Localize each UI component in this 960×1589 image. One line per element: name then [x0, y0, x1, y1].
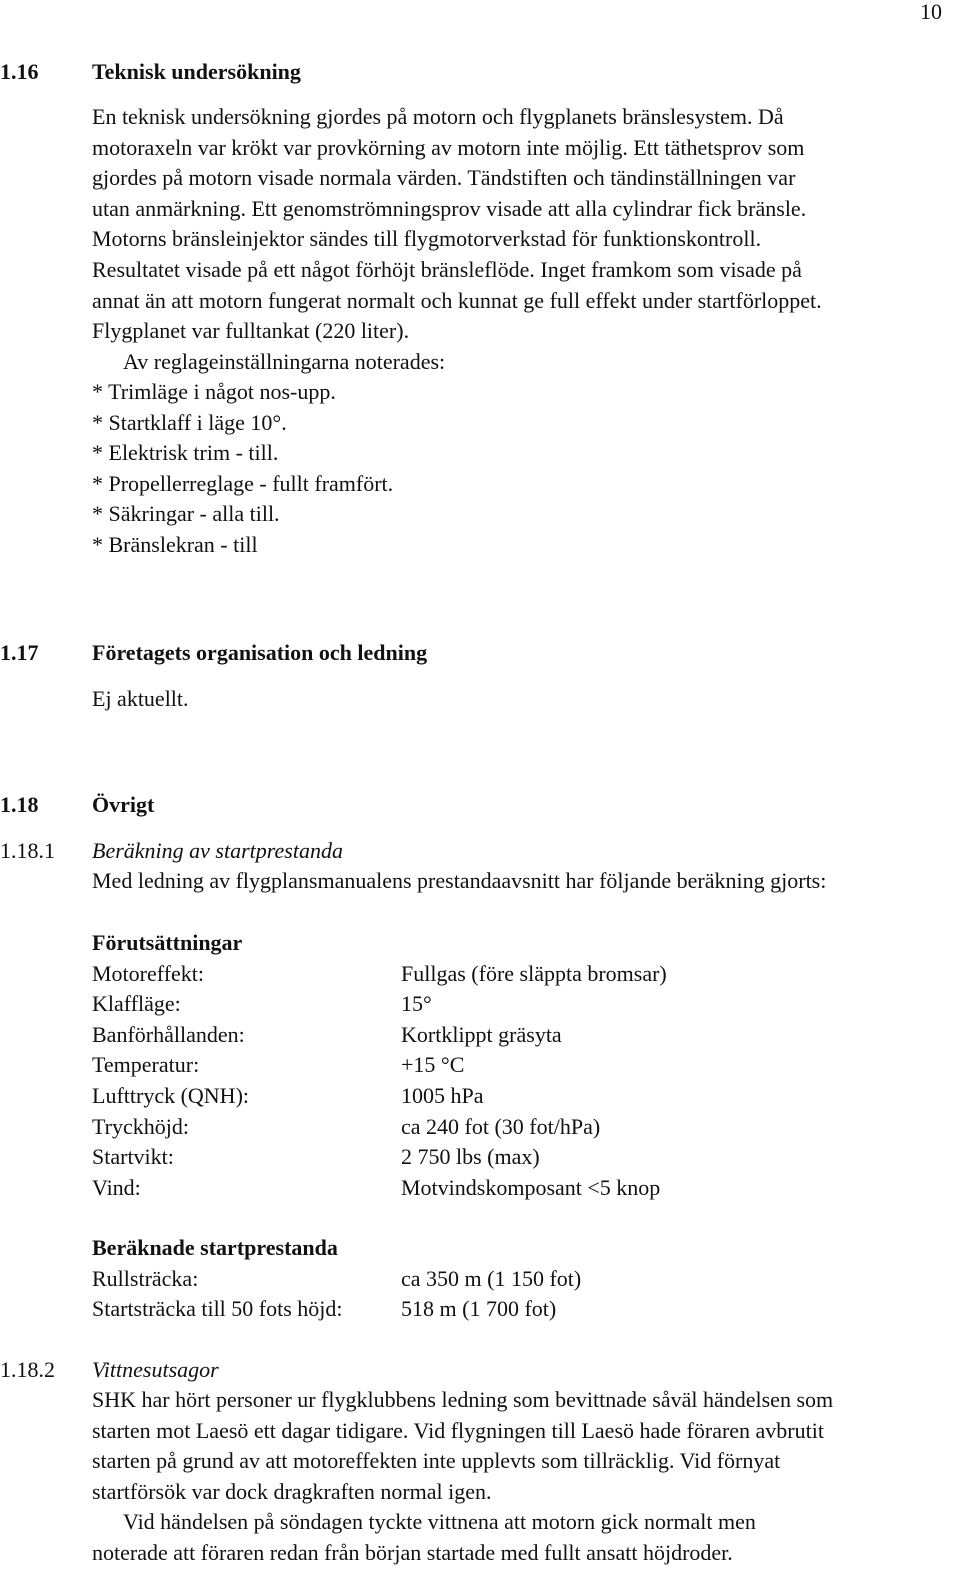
section-title-1-18-2: Vittnesutsagor: [92, 1357, 219, 1382]
section-number-1-18: 1.18: [0, 792, 39, 817]
row-value: 2 750 lbs (max): [401, 1144, 540, 1170]
row-value: Fullgas (före släppta bromsar): [401, 960, 667, 986]
row-label: Lufttryck (QNH):: [92, 1082, 250, 1108]
body-line: Resultatet visade på ett något förhöjt bränsleflöde. Inget framkom som visade på: [92, 256, 802, 282]
body-line: starten mot Laesö ett dagar tidigare. Vid flygningen till Laesö hade föraren avbrutit: [92, 1417, 824, 1443]
row-label: Vind:: [92, 1174, 141, 1200]
list-item: * Elektrisk trim - till.: [92, 440, 279, 466]
list-item: * Propellerreglage - fullt framfört.: [92, 470, 394, 496]
list-item: * Startklaff i läge 10°.: [92, 409, 287, 435]
row-label: Motoreffekt:: [92, 960, 205, 986]
body-line: startförsök var dock dragkraften normal igen.: [92, 1478, 492, 1504]
row-value: Motvindskomposant <5 knop: [401, 1174, 661, 1200]
table-row: [92, 1020, 952, 1051]
row-value: 15°: [401, 991, 432, 1017]
table-row: [92, 959, 952, 990]
body-line: Motorns bränsleinjektor sändes till flygmotorverkstad för funktionskontroll.: [92, 226, 762, 252]
section-1-18-2-body: [92, 1385, 952, 1569]
row-value: 518 m (1 700 fot): [401, 1296, 557, 1322]
list-item: * Trimläge i något nos-upp.: [92, 379, 336, 404]
table-row: [92, 1173, 952, 1204]
row-value: 1005 hPa: [401, 1082, 484, 1108]
section-number-1-16: 1.16: [0, 59, 39, 84]
results-table: [92, 1233, 952, 1325]
section-1-16-body: [92, 102, 952, 377]
row-value: ca 240 fot (30 fot/hPa): [401, 1113, 601, 1139]
row-label: Startsträcka till 50 fots höjd:: [92, 1296, 343, 1322]
row-value: Kortklippt gräsyta: [401, 1021, 562, 1047]
section-title-1-16: Teknisk undersökning: [92, 59, 301, 84]
page-number: 10: [920, 0, 942, 24]
row-value: +15 °C: [401, 1052, 465, 1078]
controls-intro: Av reglageinställningarna noterades:: [123, 348, 446, 374]
list-item: * Bränslekran - till: [92, 531, 258, 557]
controls-list: [92, 377, 393, 561]
section-number-1-17: 1.17: [0, 640, 39, 665]
body-line: motoraxeln var krökt var provkörning av motorn inte möjlig. Ett täthetsprov som: [92, 134, 805, 160]
table-row: [92, 1050, 952, 1081]
body-line: gjordes på motorn visade normala värden. Tändstiften och tändinställningen var: [92, 165, 796, 191]
table-row: [92, 1142, 952, 1173]
body-line: SHK har hört personer ur flygklubbens ledning som bevittnade såväl händelsen som: [92, 1387, 834, 1412]
section-title-1-18-1: Beräkning av startprestanda: [92, 838, 343, 863]
row-value: ca 350 m (1 150 fot): [401, 1265, 582, 1291]
body-line: En teknisk undersökning gjordes på motorn och flygplanets bränslesystem. Då: [92, 104, 784, 129]
calculation-intro: Med ledning av flygplansmanualens prestandaavsnitt har följande beräkning gjorts:: [92, 868, 827, 893]
row-label: Tryckhöjd:: [92, 1113, 189, 1139]
table-row: [92, 1081, 952, 1112]
row-label: Startvikt:: [92, 1144, 174, 1170]
row-label: Temperatur:: [92, 1052, 200, 1078]
body-line: Vid händelsen på söndagen tyckte vittnena att motorn gick normalt men: [123, 1509, 756, 1535]
results-heading: Beräknade startprestanda: [92, 1235, 338, 1260]
table-row: [92, 1264, 952, 1295]
body-line: annat än att motorn fungerat normalt och kunnat ge full effekt under startförloppet.: [92, 287, 822, 313]
body-line: noterade att föraren redan från början startade med fullt ansatt höjdroder.: [92, 1539, 733, 1565]
section-title-1-18: Övrigt: [92, 792, 155, 817]
table-row: [92, 1294, 952, 1325]
section-number-1-18-1: 1.18.1: [0, 838, 55, 863]
table-row: [92, 989, 952, 1020]
body-line: Flygplanet var fulltankat (220 liter).: [92, 318, 410, 344]
row-label: Rullsträcka:: [92, 1265, 199, 1291]
list-item: * Säkringar - alla till.: [92, 501, 280, 527]
row-label: Banförhållanden:: [92, 1021, 245, 1047]
body-line: utan anmärkning. Ett genomströmningsprov visade att alla cylindrar fick bränsle.: [92, 195, 807, 221]
row-label: Klaffläge:: [92, 991, 181, 1017]
conditions-heading: Förutsättningar: [92, 930, 243, 955]
table-row: [92, 1112, 952, 1143]
section-number-1-18-2: 1.18.2: [0, 1357, 55, 1382]
section-title-1-17: Företagets organisation och ledning: [92, 640, 428, 665]
section-1-17-text: Ej aktuellt.: [92, 686, 189, 711]
conditions-table: [92, 928, 952, 1203]
body-line: starten på grund av att motoreffekten inte upplevts som tillräcklig. Vid förnyat: [92, 1448, 781, 1474]
